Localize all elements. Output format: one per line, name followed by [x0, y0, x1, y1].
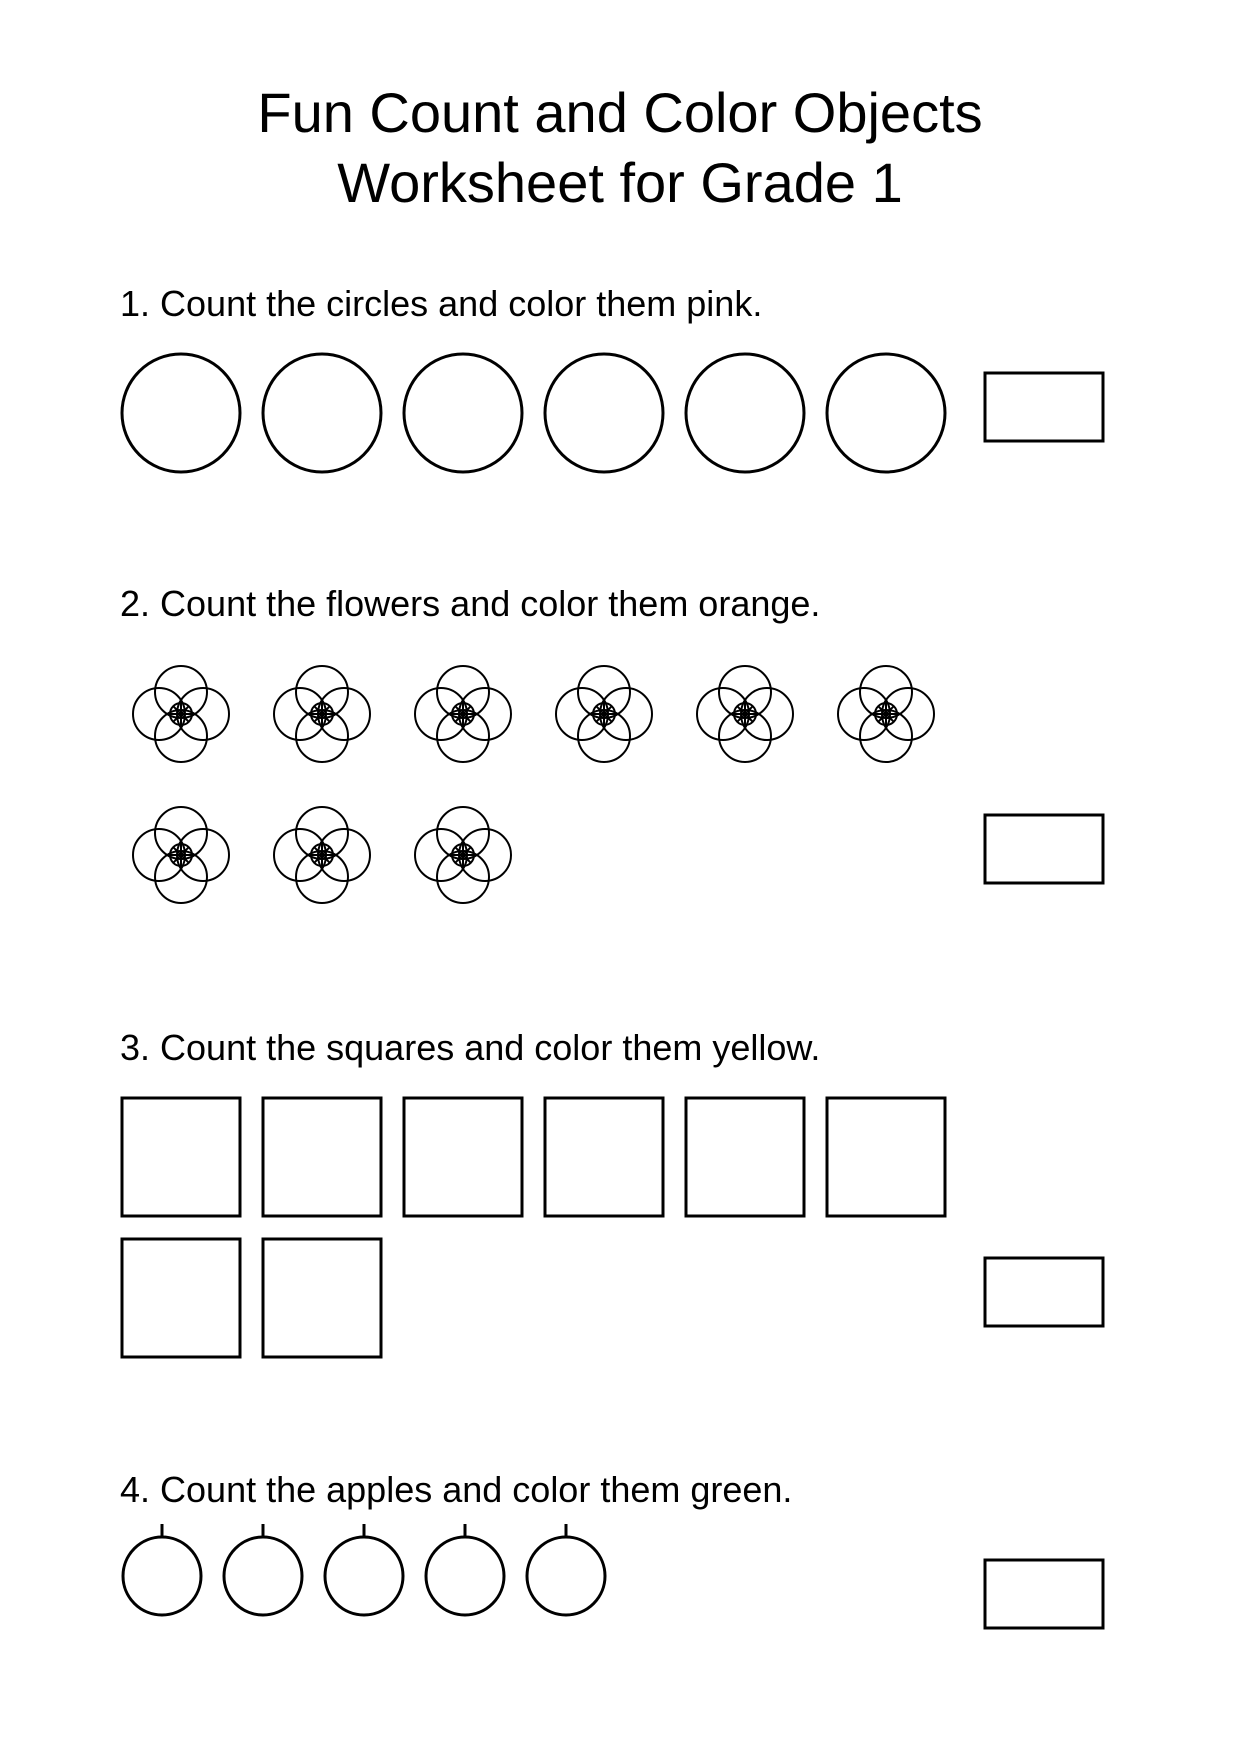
- title-line-2: Worksheet for Grade 1: [337, 151, 903, 214]
- circle-shape[interactable]: [545, 354, 663, 472]
- answer-box-4[interactable]: [985, 1560, 1103, 1628]
- flower-shape[interactable]: [274, 666, 370, 762]
- circle-shape[interactable]: [263, 354, 381, 472]
- question-2-label: 2. Count the flowers and color them orange.: [120, 583, 821, 624]
- apple-shape[interactable]: [325, 1524, 403, 1615]
- flower-shape[interactable]: [415, 666, 511, 762]
- square-shape[interactable]: [686, 1098, 804, 1216]
- square-shape[interactable]: [545, 1098, 663, 1216]
- question-3-shapes: [122, 1098, 945, 1357]
- answer-box-3[interactable]: [985, 1258, 1103, 1326]
- question-1-shapes: [122, 354, 945, 472]
- answer-box-1[interactable]: [985, 373, 1103, 441]
- circle-shape[interactable]: [404, 354, 522, 472]
- square-shape[interactable]: [122, 1098, 240, 1216]
- flower-shape[interactable]: [838, 666, 934, 762]
- apple-shape[interactable]: [123, 1524, 201, 1615]
- flower-shape[interactable]: [274, 807, 370, 903]
- square-shape[interactable]: [827, 1098, 945, 1216]
- title-line-1: Fun Count and Color Objects: [257, 81, 983, 144]
- flower-shape[interactable]: [415, 807, 511, 903]
- answer-box-2[interactable]: [985, 815, 1103, 883]
- question-4-shapes: [123, 1524, 605, 1615]
- square-shape[interactable]: [263, 1098, 381, 1216]
- circle-shape[interactable]: [827, 354, 945, 472]
- flower-shape[interactable]: [556, 666, 652, 762]
- apple-shape[interactable]: [224, 1524, 302, 1615]
- square-shape[interactable]: [263, 1239, 381, 1357]
- square-shape[interactable]: [404, 1098, 522, 1216]
- apple-shape[interactable]: [527, 1524, 605, 1615]
- circle-shape[interactable]: [122, 354, 240, 472]
- flower-shape[interactable]: [697, 666, 793, 762]
- question-1-label: 1. Count the circles and color them pink.: [120, 283, 763, 324]
- circle-shape[interactable]: [686, 354, 804, 472]
- flower-shape[interactable]: [133, 807, 229, 903]
- apple-shape[interactable]: [426, 1524, 504, 1615]
- flower-shape[interactable]: [133, 666, 229, 762]
- question-3-label: 3. Count the squares and color them yellow.: [120, 1027, 821, 1068]
- square-shape[interactable]: [122, 1239, 240, 1357]
- question-4-label: 4. Count the apples and color them green.: [120, 1469, 793, 1510]
- question-2-shapes: [133, 666, 934, 903]
